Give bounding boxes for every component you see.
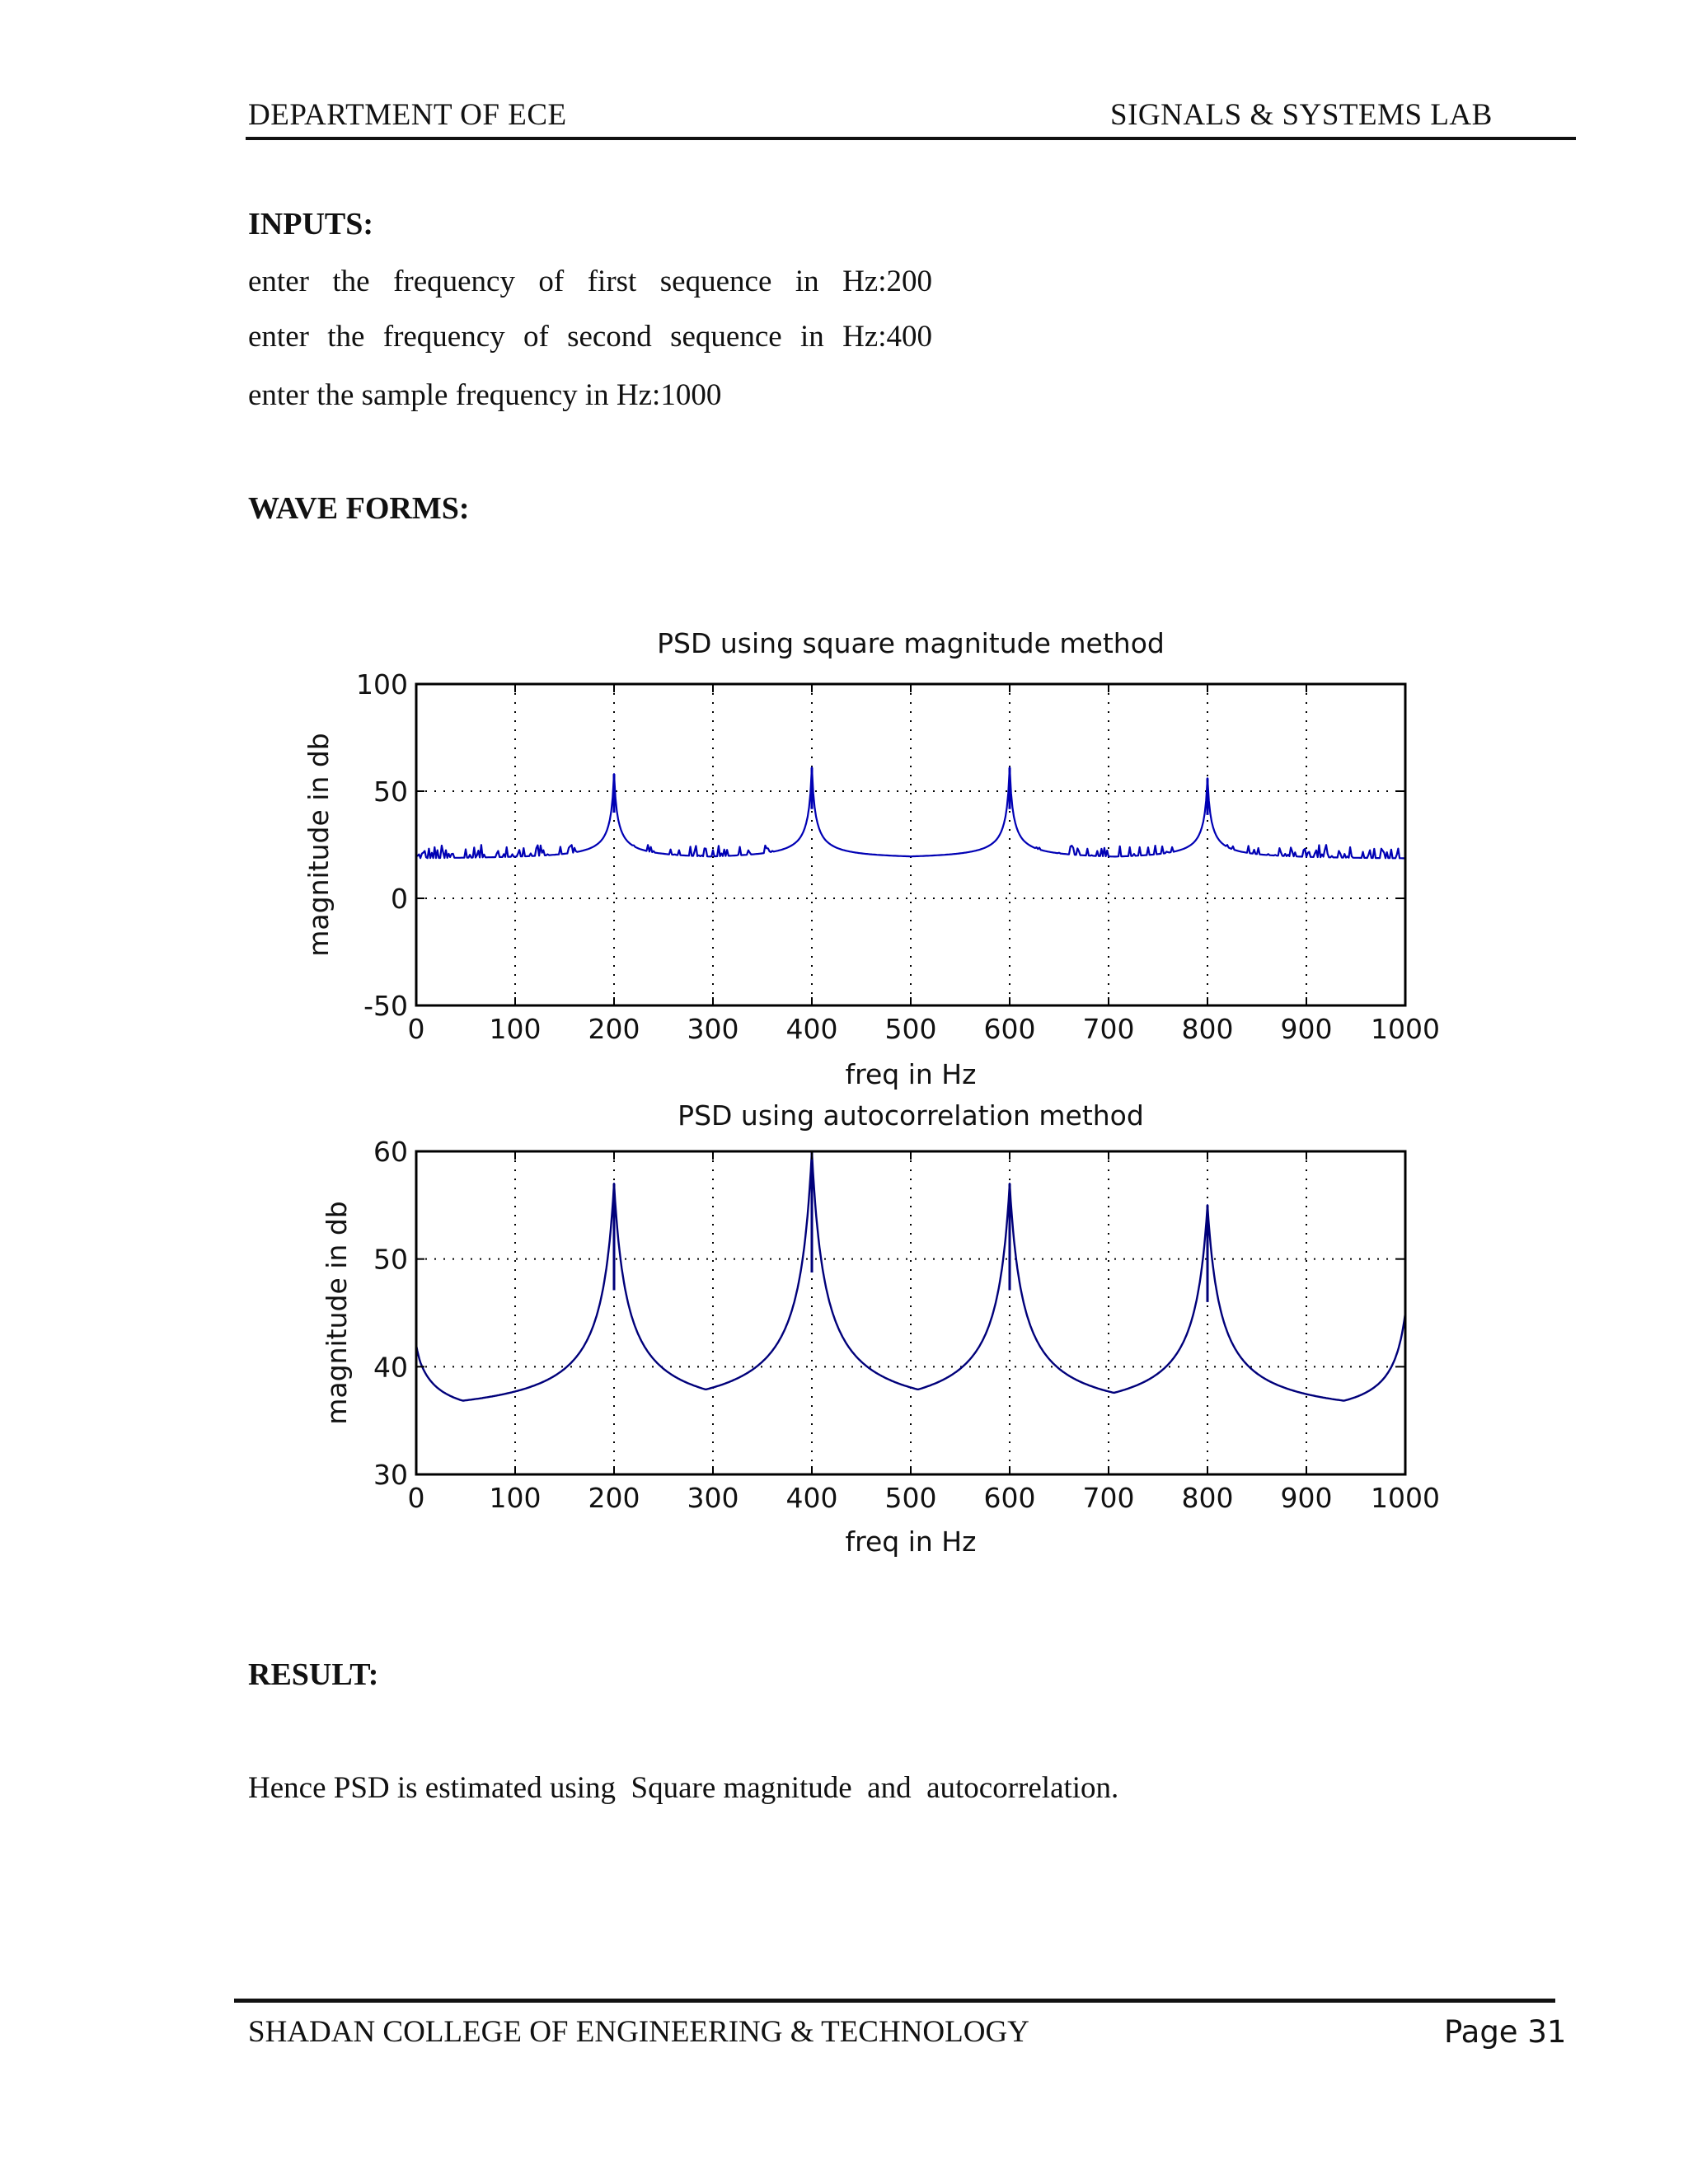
x-tick-label: 800 (1181, 1013, 1234, 1045)
x-tick-label: 1000 (1371, 1482, 1440, 1514)
chart-title: PSD using autocorrelation method (678, 1099, 1144, 1132)
axes-box (416, 1151, 1405, 1474)
x-tick-label: 200 (588, 1013, 640, 1045)
result-text: Hence PSD is estimated using Square magnitude and autocorrelation. (248, 1771, 1119, 1805)
inputs-heading: INPUTS: (248, 207, 374, 241)
x-tick-label: 600 (983, 1482, 1036, 1514)
result-heading: RESULT: (248, 1657, 379, 1692)
x-tick-label: 900 (1280, 1013, 1333, 1045)
psd-figure-svg (288, 614, 1442, 1570)
chart-2 (321, 1099, 1440, 1558)
y-tick-label: 50 (373, 776, 408, 808)
input-line-first-frequency: enter the frequency of first sequence in Hz:200 (248, 265, 932, 298)
x-axis-label: freq in Hz (845, 1058, 977, 1090)
y-tick-label: -50 (363, 990, 408, 1022)
x-tick-label: 0 (407, 1013, 425, 1045)
x-axis-label: freq in Hz (845, 1526, 977, 1558)
y-tick-label: 100 (356, 668, 408, 701)
x-tick-label: 700 (1082, 1482, 1135, 1514)
header-lab-name: SIGNALS & SYSTEMS LAB (1110, 98, 1493, 132)
x-tick-label: 1000 (1371, 1013, 1440, 1045)
psd-figure (288, 614, 1442, 1570)
y-tick-label: 60 (373, 1136, 408, 1168)
y-tick-label: 40 (373, 1351, 408, 1384)
footer-rule (234, 1999, 1555, 2003)
header-rule (246, 137, 1576, 140)
y-tick-label: 50 (373, 1243, 408, 1276)
x-tick-label: 500 (884, 1013, 937, 1045)
y-axis-label: magnitude in db (302, 733, 335, 957)
x-tick-label: 100 (489, 1482, 542, 1514)
x-tick-label: 100 (489, 1013, 542, 1045)
x-tick-label: 300 (687, 1013, 739, 1045)
x-tick-label: 800 (1181, 1482, 1234, 1514)
footer-college-name: SHADAN COLLEGE OF ENGINEERING & TECHNOLOGY (248, 2015, 1029, 2049)
header-department: DEPARTMENT OF ECE (248, 98, 567, 132)
footer-page-number: Page 31 (1444, 2014, 1567, 2050)
x-tick-label: 700 (1082, 1013, 1135, 1045)
x-tick-label: 900 (1280, 1482, 1333, 1514)
chart-title: PSD using square magnitude method (657, 627, 1165, 659)
y-axis-label: magnitude in db (321, 1201, 353, 1425)
y-tick-label: 0 (391, 883, 408, 915)
y-tick-label: 30 (373, 1459, 408, 1491)
chart-1 (302, 627, 1440, 1090)
x-tick-label: 400 (785, 1482, 838, 1514)
input-line-sample-frequency: enter the sample frequency in Hz:1000 (248, 378, 722, 412)
x-tick-label: 500 (884, 1482, 937, 1514)
series-line (416, 767, 1405, 858)
x-tick-label: 400 (785, 1013, 838, 1045)
x-tick-label: 200 (588, 1482, 640, 1514)
input-line-second-frequency: enter the frequency of second sequence in Hz:400 (248, 320, 932, 354)
x-tick-label: 600 (983, 1013, 1036, 1045)
waveforms-heading: WAVE FORMS: (248, 491, 470, 526)
x-tick-label: 300 (687, 1482, 739, 1514)
x-tick-label: 0 (407, 1482, 425, 1514)
